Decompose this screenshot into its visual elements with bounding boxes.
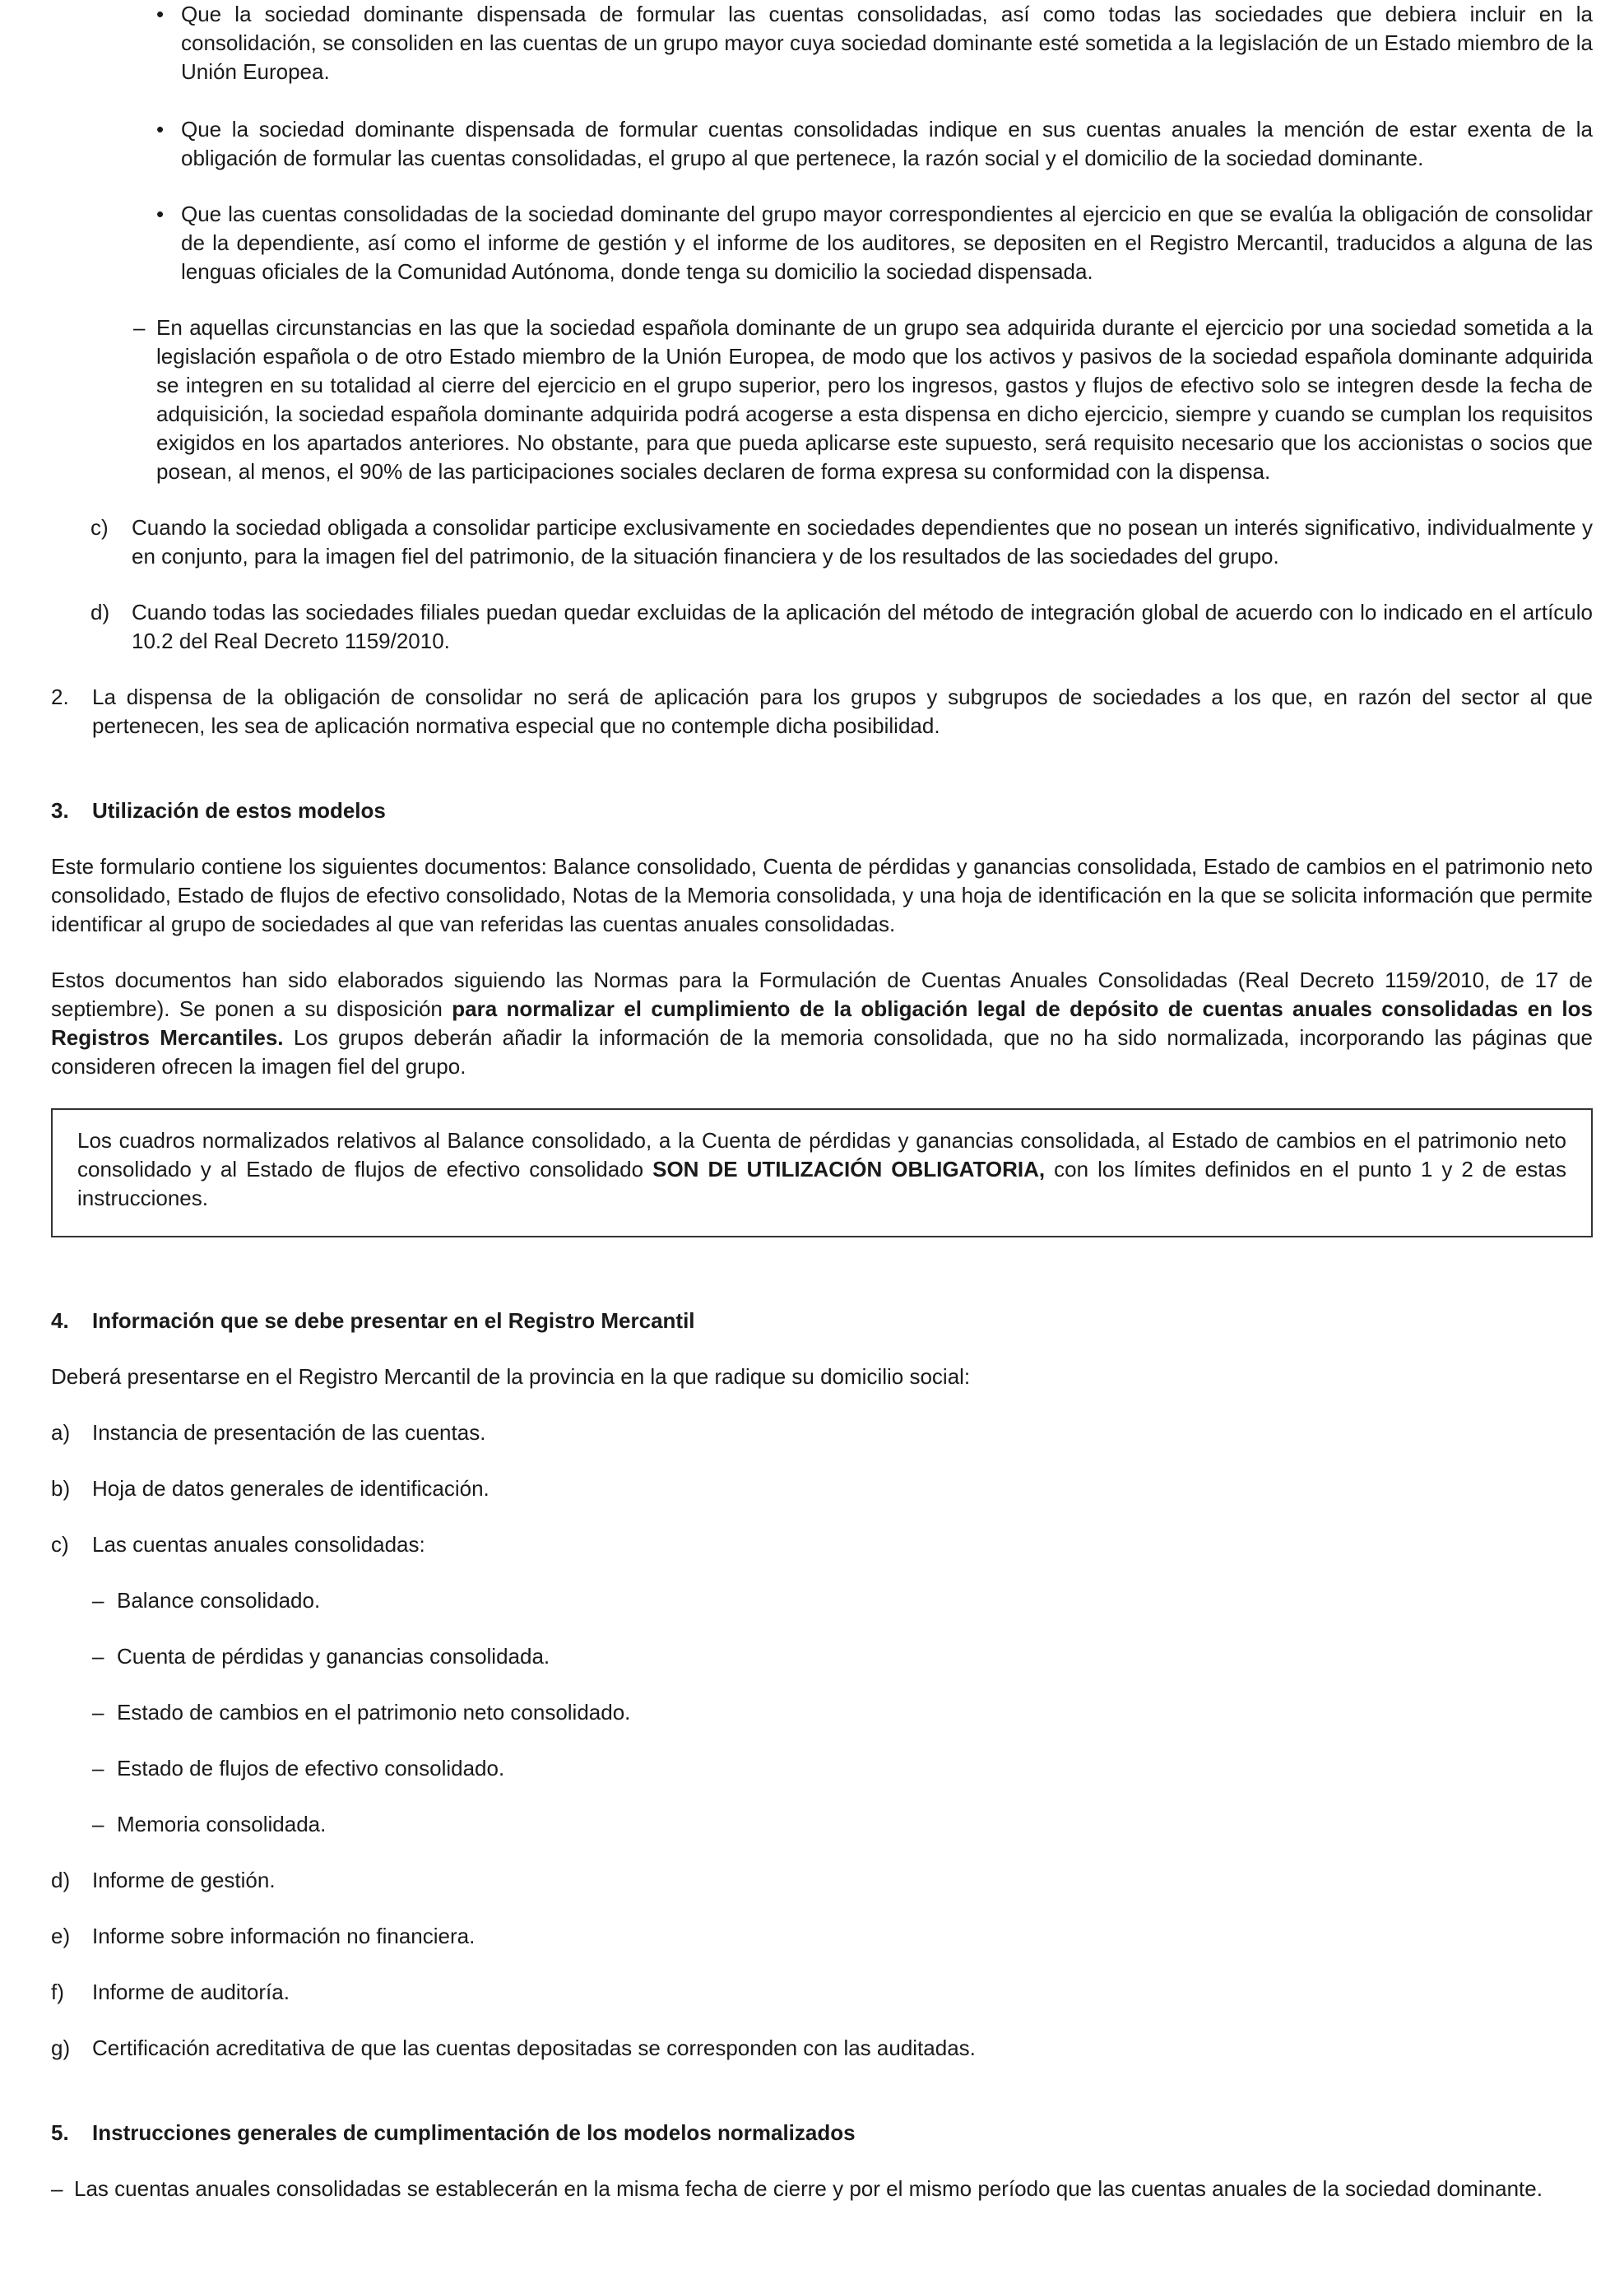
sub-list-item <box>51 1698 1593 1727</box>
sub-list-item-text: Cuenta de pérdidas y ganancias consolidada. <box>117 1644 550 1669</box>
notice-text: con los límites definidos en el punto 1 y 2 de estas instrucciones. <box>77 1157 1566 1210</box>
section-5-heading <box>51 2119 1593 2147</box>
section-3-paragraph-2 <box>51 966 1593 1081</box>
bullet-item-2 <box>51 115 1593 173</box>
bullet-marker: • <box>156 117 165 142</box>
list-item-d <box>51 1866 1593 1895</box>
list-item-text: Informe sobre información no financiera. <box>92 1924 476 1948</box>
sub-list-item <box>51 1754 1593 1783</box>
dash-marker: – <box>51 2176 63 2201</box>
dash-marker: – <box>92 1588 104 1613</box>
bullet-text: Que la sociedad dominante dispensada de formular cuentas consolidadas indique en sus cuentas anuales la mención de estar exenta de la obligación de formular las cuentas consolidadas, el grupo al que pertenece, la razón social y el domicilio de la sociedad dominante. <box>181 117 1593 170</box>
list-item-text: Las cuentas anuales consolidadas: <box>92 1532 425 1557</box>
dash-marker: – <box>92 1812 104 1836</box>
list-marker: a) <box>51 1420 71 1445</box>
list-marker: e) <box>51 1924 71 1948</box>
list-item-text: Informe de gestión. <box>92 1868 276 1892</box>
dash-marker: – <box>92 1700 104 1725</box>
mandatory-notice-box <box>51 1108 1593 1237</box>
list-item-text: La dispensa de la obligación de consolidar no será de aplicación para los grupos y subgrupos de sociedades a los que, en razón del sector al que pertenecen, les sea de aplicación normativa especial que no contemple dicha posibilidad. <box>92 685 1593 738</box>
list-marker: g) <box>51 2036 71 2060</box>
section-title: Utilización de estos modelos <box>92 798 386 823</box>
numbered-item-2 <box>51 683 1593 740</box>
section-3-paragraph-1: Este formulario contiene los siguientes documentos: Balance consolidado, Cuenta de pérdidas y ganancias consolidada, Estado de cambios en el patrimonio neto consolidado, Estado de flujos de efectivo consolidado, Notas de la Memoria consolidada, y una hoja de identificación en la que se solicita información que permite identificar al grupo de sociedades al que van referidas las cuentas anuales consolidadas. <box>51 854 1593 936</box>
list-item-text: Hoja de datos generales de identificación. <box>92 1476 490 1501</box>
list-item-f <box>51 1978 1593 2007</box>
list-item-c <box>51 1530 1593 1559</box>
list-marker: c) <box>90 515 109 540</box>
list-marker: c) <box>51 1532 69 1557</box>
bullet-item-1 <box>51 0 1593 86</box>
section-4-heading <box>51 1307 1593 1335</box>
bullet-text: Que la sociedad dominante dispensada de formular las cuentas consolidadas, así como todas las sociedades que debiera incluir en la consolidación, se consoliden en las cuentas de un grupo mayor cuya sociedad dominante esté sometida a la legislación de un Estado miembro de la Unión Europea. <box>181 2 1593 84</box>
list-marker: f) <box>51 1980 64 2004</box>
list-item-d <box>51 598 1593 656</box>
list-item-text: Certificación acreditativa de que las cuentas depositadas se corresponden con las auditadas. <box>92 2036 976 2060</box>
list-marker: b) <box>51 1476 71 1501</box>
list-item-text: Instancia de presentación de las cuentas. <box>92 1420 486 1445</box>
sub-list-item-text: Memoria consolidada. <box>117 1812 327 1836</box>
list-item-g <box>51 2034 1593 2063</box>
bullet-text: Que las cuentas consolidadas de la sociedad dominante del grupo mayor correspondientes al ejercicio en que se evalúa la obligación de consolidar de la dependiente, así como el informe de gestión y el informe de los auditores, se depositen en el Registro Mercantil, traducidos a alguna de las lenguas oficiales de la Comunidad Autónoma, donde tenga su domicilio la sociedad dispensada. <box>181 202 1593 284</box>
paragraph-text: Estos documentos han sido elaborados siguiendo las Normas para la Formulación de Cuentas Anuales Consolidadas (Real Decreto 1159/2010, de 17 de septiembre). Se ponen a su disposición <box>51 968 1593 1021</box>
list-item-text: Informe de auditoría. <box>92 1980 290 2004</box>
section-title: Información que se debe presentar en el Registro Mercantil <box>92 1308 695 1333</box>
dash-paragraph <box>51 313 1593 486</box>
dash-marker: – <box>92 1756 104 1780</box>
sub-list-item <box>51 1586 1593 1615</box>
list-marker: d) <box>51 1868 71 1892</box>
list-item-e <box>51 1922 1593 1951</box>
section-number: 4. <box>51 1308 69 1333</box>
notice-emphasis: SON DE UTILIZACIÓN OBLIGATORIA, <box>652 1157 1046 1181</box>
sub-list-item <box>51 1810 1593 1839</box>
dash-item-text: Las cuentas anuales consolidadas se establecerán en la misma fecha de cierre y por el mismo período que las cuentas anuales de la sociedad dominante. <box>74 2176 1543 2201</box>
section-number: 5. <box>51 2120 69 2145</box>
notice-text: Los cuadros normalizados relativos al Balance consolidado, a la Cuenta de pérdidas y ganancias consolidada, al Estado de cambios en el patrimonio neto consolidado y al Estado de flujos de efectivo consolidado <box>77 1128 1566 1181</box>
sub-list-item <box>51 1642 1593 1671</box>
list-item-b <box>51 1474 1593 1503</box>
emphasis-text: para normalizar el cumplimiento de la obligación legal de depósito de cuentas anuales consolidadas en los Registros Mercantiles. <box>51 996 1593 1050</box>
sub-list-item-text: Estado de flujos de efectivo consolidado. <box>117 1756 505 1780</box>
list-item-text: Cuando la sociedad obligada a consolidar participe exclusivamente en sociedades dependientes que no posean un interés significativo, individualmente y en conjunto, para la imagen fiel del patrimonio, de la situación financiera y de los resultados de las sociedades del grupo. <box>132 515 1593 569</box>
dash-paragraph-text: En aquellas circunstancias en las que la sociedad española dominante de un grupo sea adquirida durante el ejercicio por una sociedad sometida a la legislación española o de otro Estado miembro de la Unión Europea, de modo que los activos y pasivos de la sociedad española dominante adquirida se integren en su totalidad al cierre del ejercicio en el grupo superior, pero los ingresos, gastos y flujos de efectivo solo se integren desde la fecha de adquisición, la sociedad española dominante adquirida podrá acogerse a esta dispensa en dicho ejercicio, siempre y cuando se cumplan los requisitos exigidos en los apartados anteriores. No obstante, para que pueda aplicarse este supuesto, será requisito necesario que los accionistas o socios que posean, al menos, el 90% de las participaciones sociales declaren de forma expresa su conformidad con la dispensa. <box>156 315 1593 484</box>
section-5-dash-item <box>51 2175 1593 2203</box>
section-title: Instrucciones generales de cumplimentación de los modelos normalizados <box>92 2120 856 2145</box>
document-page <box>51 0 1593 2203</box>
section-4-intro: Deberá presentarse en el Registro Mercantil de la provincia en la que radique su domicilio social: <box>51 1364 971 1389</box>
dash-marker: – <box>133 315 146 340</box>
sub-list-item-text: Balance consolidado. <box>117 1588 321 1613</box>
bullet-marker: • <box>156 202 165 226</box>
list-marker: d) <box>90 600 110 624</box>
list-item-a <box>51 1418 1593 1447</box>
list-item-c <box>51 513 1593 571</box>
list-marker: 2. <box>51 685 69 709</box>
paragraph-text: Los grupos deberán añadir la información de la memoria consolidada, que no ha sido normalizada, incorporando las páginas que consideren ofrecen la imagen fiel del grupo. <box>51 1025 1593 1079</box>
section-3-heading <box>51 796 1593 825</box>
sub-list-item-text: Estado de cambios en el patrimonio neto consolidado. <box>117 1700 631 1725</box>
bullet-marker: • <box>156 2 165 26</box>
section-number: 3. <box>51 798 69 823</box>
list-item-text: Cuando todas las sociedades filiales puedan quedar excluidas de la aplicación del método de integración global de acuerdo con lo indicado en el artículo 10.2 del Real Decreto 1159/2010. <box>132 600 1593 653</box>
bullet-item-3 <box>51 200 1593 286</box>
dash-marker: – <box>92 1644 104 1669</box>
